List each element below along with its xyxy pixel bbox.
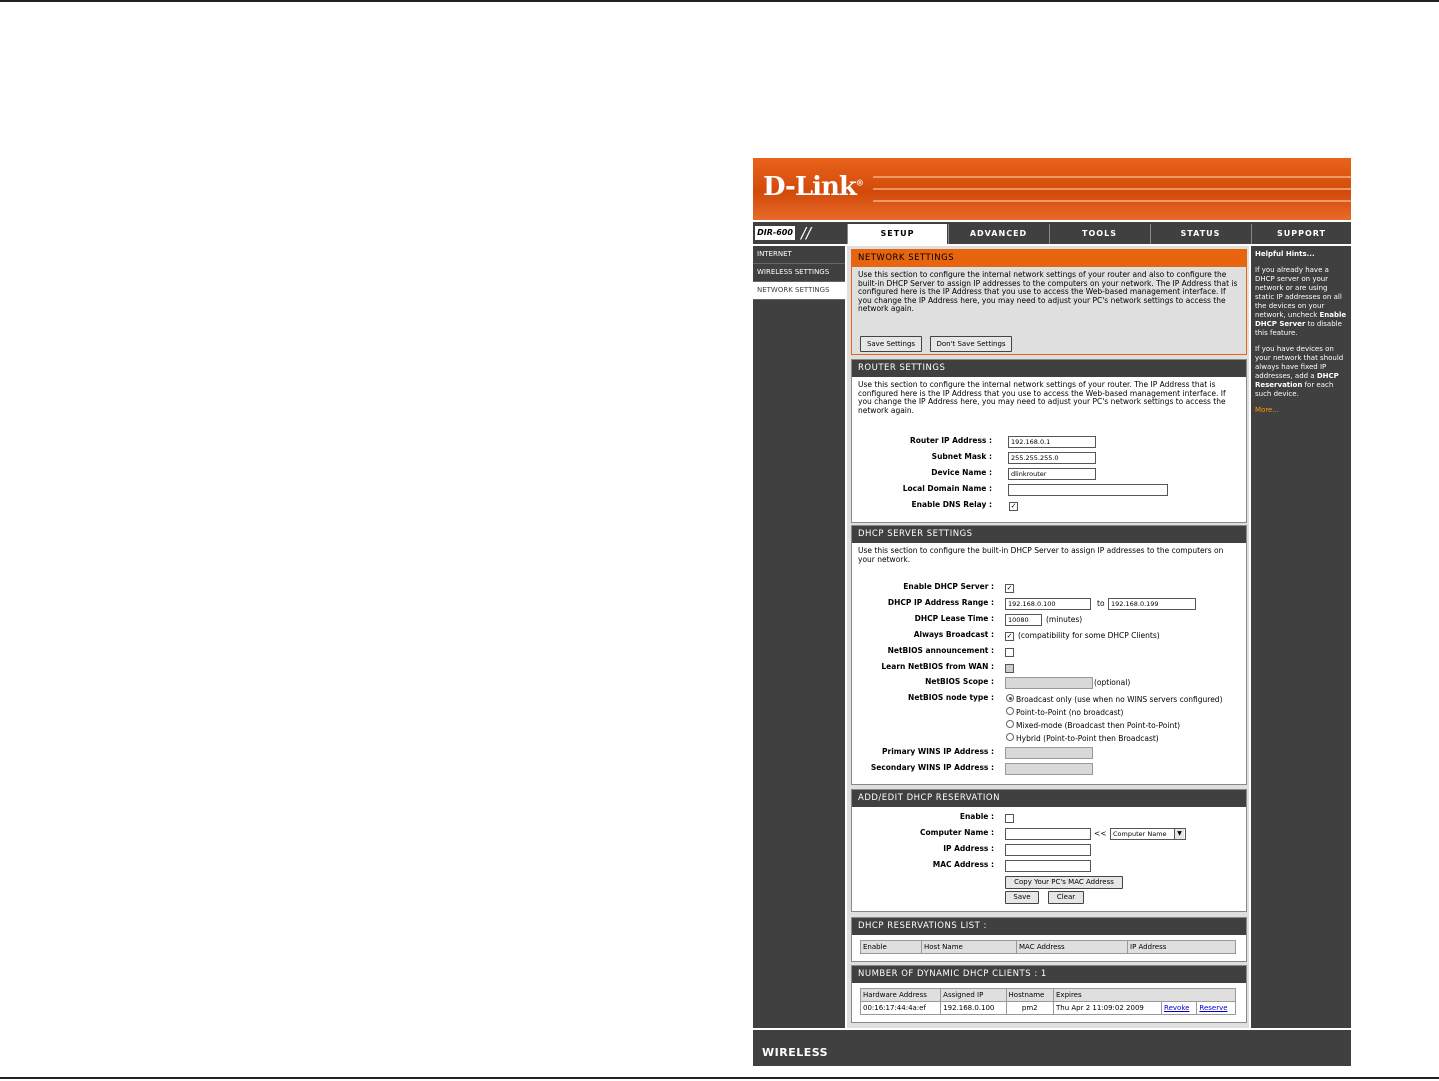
always-broadcast-checkbox[interactable]: ✓ [1006,632,1013,640]
dhcp-range-label: DHCP IP Address Range : [887,598,994,607]
main-content [847,246,1249,1028]
router-ip-input[interactable]: 192.168.0.1 [1008,436,1096,448]
router-settings-description: Use this section to configure the internal network settings of your router. The IP Address that is configured here is the IP Address that you use to access the Web-based management interface. If you change the IP Address here, you may need to adjust your PC's network settings to access the network again. [858,380,1226,415]
reservation-enable-checkbox[interactable] [1005,814,1014,823]
client-assigned-ip: 192.168.0.100 [941,1002,1006,1015]
wireless-logo: WIRELESS [762,1046,829,1059]
dlink-logo: D-Link® [763,172,863,202]
enable-dhcp-checkbox[interactable]: ✓ [1006,584,1013,592]
local-domain-label: Local Domain Name : [902,484,992,493]
column-header: MAC Address [1017,941,1128,954]
client-expires: Thu Apr 2 11:09:02 2009 [1054,1002,1162,1015]
column-header: Hardware Address [861,989,941,1002]
computer-name-label: Computer Name : [919,828,994,837]
more-hints-link[interactable]: More... [1255,406,1280,414]
lease-time-label: DHCP Lease Time : [914,614,994,623]
column-header: Assigned IP [941,989,1006,1002]
top-nav [753,222,1351,244]
sidebar-item-network-settings[interactable]: NETWORK SETTINGS [753,282,845,300]
node-mixed-radio[interactable] [1006,720,1014,728]
dhcp-server-title: DHCP SERVER SETTINGS [852,526,1246,543]
netbios-wan-label: Learn NetBIOS from WAN : [881,662,994,671]
dhcp-server-settings-box [851,525,1247,785]
helpful-hints-panel [1251,246,1351,1028]
primary-wins-input[interactable] [1005,747,1093,759]
lease-unit-text: (minutes) [1046,615,1083,624]
reservation-mac-label: MAC Address : [932,860,994,869]
primary-wins-label: Primary WINS IP Address : [882,747,994,756]
router-ip-label: Router IP Address : [909,436,992,445]
node-p2p-text: Point-to-Point (no broadcast) [1016,708,1124,717]
computer-name-input[interactable] [1005,828,1091,840]
tab-tools[interactable]: TOOLS [1049,224,1149,244]
computer-name-select[interactable] [1110,828,1186,840]
client-hostname: pm2 [1006,1002,1053,1015]
local-domain-input[interactable] [1008,484,1168,496]
sidebar [753,246,845,1028]
enable-dhcp-label: Enable DHCP Server : [903,582,994,591]
reservation-save-button[interactable]: Save [1005,891,1039,904]
reserve-link[interactable]: Reserve [1199,1004,1228,1012]
column-header: Host Name [922,941,1017,954]
netbios-wan-checkbox[interactable] [1005,664,1014,673]
network-settings-title: NETWORK SETTINGS [852,250,1246,267]
reservation-ip-input[interactable] [1005,844,1091,856]
footer-bar [753,1030,1351,1066]
save-settings-button[interactable]: Save Settings [860,336,922,352]
table-header-row [861,941,1236,954]
sidebar-item-internet[interactable]: INTERNET [753,246,845,264]
router-web-ui [753,158,1351,1066]
dhcp-range-end-input[interactable]: 192.168.0.199 [1108,598,1196,610]
device-name-input[interactable]: dlinkrouter [1008,468,1096,480]
node-p2p-radio[interactable] [1006,707,1014,715]
table-row [861,1002,1236,1015]
range-to-text: to [1097,599,1105,608]
dhcp-clients-table [860,988,1236,1015]
node-hybrid-radio[interactable] [1006,733,1014,741]
copy-mac-button[interactable]: Copy Your PC's MAC Address [1005,876,1123,889]
hints-title: Helpful Hints... [1255,250,1315,258]
netbios-scope-note: (optional) [1094,678,1131,687]
column-header: Expires [1054,989,1236,1002]
top-rule [0,0,1439,2]
hints-paragraph-reservation: If you have devices on your network that should always have fixed IP addresses, add a DHCP Reservation for each such device. [1255,345,1344,398]
secondary-wins-input[interactable] [1005,763,1093,775]
column-header: Enable [861,941,922,954]
computer-select-value: Computer Name [1113,830,1167,838]
router-settings-box [851,359,1247,523]
node-hybrid-text: Hybrid (Point-to-Point then Broadcast) [1016,734,1159,743]
reservation-enable-label: Enable : [959,812,994,821]
reservation-clear-button[interactable]: Clear [1048,891,1084,904]
reservations-list-title: DHCP RESERVATIONS LIST : [852,918,1246,935]
dns-relay-label: Enable DNS Relay : [911,500,992,509]
tab-setup[interactable]: SETUP [847,224,947,244]
netbios-scope-label: NetBIOS Scope : [925,677,994,686]
chevron-down-icon: ▼ [1174,829,1184,839]
node-broadcast-text: Broadcast only (use when no WINS servers configured) [1016,695,1223,704]
revoke-link[interactable]: Revoke [1164,1004,1190,1012]
node-broadcast-radio[interactable] [1006,694,1014,702]
network-settings-description: Use this section to configure the internal network settings of your router and also to configure the built-in DHCP Server to assign IP addresses to the computers on your network. The IP Address that is configured here is the IP Address that you use to access the Web-based management interface. If you change the IP Address here, you may need to adjust your PC's network settings to access the network again. [858,270,1238,313]
reservations-list-box [851,917,1247,962]
tab-advanced[interactable]: ADVANCED [948,224,1048,244]
dhcp-clients-title: NUMBER OF DYNAMIC DHCP CLIENTS : 1 [852,966,1246,983]
broadcast-note-text: (compatibility for some DHCP Clients) [1018,631,1160,640]
subnet-mask-input[interactable]: 255.255.255.0 [1008,452,1096,464]
tab-support[interactable]: SUPPORT [1251,224,1351,244]
device-name-label: Device Name : [931,468,992,477]
hints-paragraph-dhcp: If you already have a DHCP server on your network or are using static IP addresses on all the devices on your network, uncheck Enable DHCP Server to disable this feature. [1255,266,1347,337]
dhcp-clients-box [851,965,1247,1023]
netbios-announcement-checkbox[interactable] [1005,648,1014,657]
lease-time-input[interactable]: 10080 [1005,614,1042,626]
subnet-mask-label: Subnet Mask : [931,452,992,461]
network-settings-box [851,249,1247,355]
dhcp-server-description: Use this section to configure the built-in DHCP Server to assign IP addresses to the computers on your network. [858,546,1224,564]
secondary-wins-label: Secondary WINS IP Address : [870,763,994,772]
router-settings-title: ROUTER SETTINGS [852,360,1246,377]
dhcp-range-start-input[interactable]: 192.168.0.100 [1005,598,1091,610]
reservation-mac-input[interactable] [1005,860,1091,872]
reservations-table [860,940,1236,954]
reservation-ip-label: IP Address : [943,844,994,853]
column-header: IP Address [1128,941,1236,954]
divider-slashes-icon: // [801,224,812,242]
dhcp-reservation-title: ADD/EDIT DHCP RESERVATION [852,790,1246,807]
copy-arrow-text: << [1094,829,1107,838]
netbios-scope-input[interactable] [1005,677,1093,689]
always-broadcast-label: Always Broadcast : [913,630,994,639]
sidebar-item-wireless-settings[interactable]: WIRELESS SETTINGS [753,264,845,282]
tab-status[interactable]: STATUS [1150,224,1250,244]
table-header-row [861,989,1236,1002]
column-header: Hostname [1006,989,1053,1002]
client-hardware-address: 00:16:17:44:4a:ef [861,1002,941,1015]
node-mixed-text: Mixed-mode (Broadcast then Point-to-Point) [1016,721,1181,730]
bottom-rule [0,1077,1439,1079]
header-banner [753,158,1351,220]
dont-save-settings-button[interactable]: Don't Save Settings [930,336,1012,352]
netbios-node-type-label: NetBIOS node type : [908,693,994,702]
dhcp-reservation-box [851,789,1247,912]
dns-relay-checkbox[interactable]: ✓ [1010,502,1017,510]
model-badge: DIR-600 [755,226,795,240]
netbios-announcement-label: NetBIOS announcement : [887,646,994,655]
